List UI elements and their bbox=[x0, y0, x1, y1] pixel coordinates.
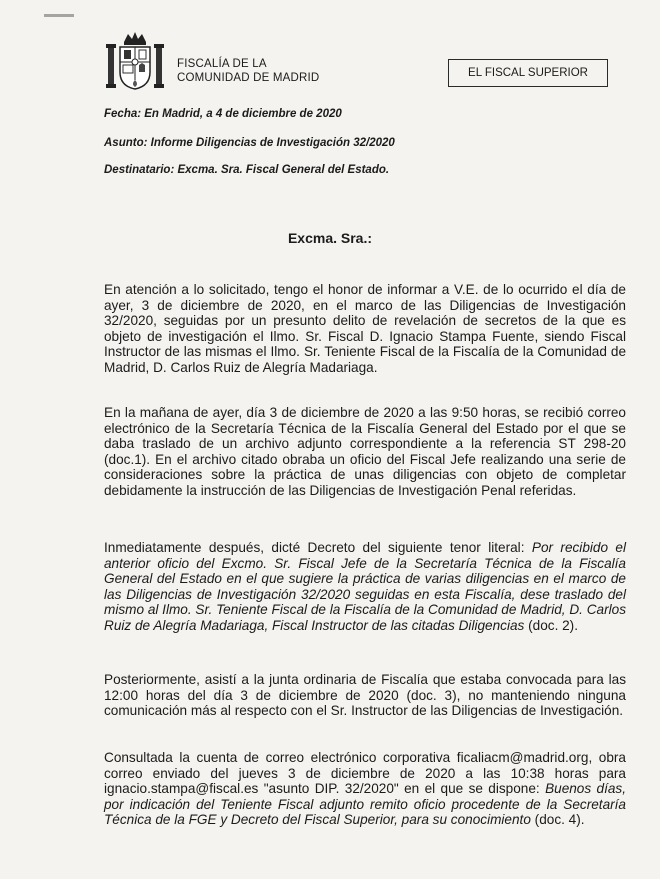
issuing-office bbox=[177, 57, 319, 85]
paragraph-3-tail: (doc. 2). bbox=[524, 617, 578, 633]
salutation: Excma. Sra.: bbox=[287, 230, 373, 246]
scan-mark bbox=[44, 14, 74, 17]
paragraph-2: En la mañana de ayer, día 3 de diciembre de 2020 a las 9:50 horas, se recibió correo electrónico de la Secretaría Técnica de la Fiscalía General del Estado por el que se daba traslado de un archivo adjunto correspondiente a la referencia ST 298-20 (doc.1). En el archivo citado obraba un oficio del Fiscal Jefe realizando una serie de consideraciones sobre la práctica de unas diligencias con objeto de completar debidamente la instrucción de las Diligencias de Investigación Penal referidas. bbox=[104, 405, 626, 498]
paragraph-3 bbox=[104, 540, 626, 634]
recipient-line: Destinatario: Excma. Sra. Fiscal General del Estado. bbox=[104, 164, 390, 176]
paragraph-5-tail: (doc. 4). bbox=[530, 812, 585, 828]
date-line: Fecha: En Madrid, a 4 de diciembre de 2020 bbox=[104, 108, 342, 120]
paragraph-4: Posteriormente, asistí a la junta ordinaria de Fiscalía que estaba convocada para las 12:00 horas del día 3 de diciembre de 2020 (doc. 3), no manteniendo ninguna comunicación más al respecto con el Sr. Instructor de las Diligencias de Investigación. bbox=[104, 672, 626, 719]
paragraph-3-lead: Inmediatamente después, dicté Decreto del siguiente tenor literal: bbox=[104, 540, 532, 555]
paragraph-5 bbox=[104, 750, 626, 828]
paragraph-5-lead: Consultada la cuenta de correo electrónico corporativa ficaliacm@madrid.org, obra correo enviado del jueves 3 de diciembre de 2020 a las 10:38 horas para ignacio.stampa@fiscal.es "asunto DIP. 32/2020" en el que se dispone: bbox=[104, 750, 626, 797]
org-line-1: FISCALÍA DE LA bbox=[177, 58, 267, 70]
subject-line: Asunto: Informe Diligencias de Investigación 32/2020 bbox=[104, 137, 395, 149]
spain-coat-of-arms-icon bbox=[104, 30, 166, 92]
paragraph-1: En atención a lo solicitado, tengo el honor de informar a V.E. de lo ocurrido el día de ayer, 3 de diciembre de 2020, en el marco de las Diligencias de Investigación 32/2020, seguidas por un presunto delito de revelación de secretos de la que es objeto de investigación el Ilmo. Sr. Fiscal D. Ignacio Stampa Fuente, siendo Fiscal Instructor de las mismas el Ilmo. Sr. Teniente Fiscal de la Fiscalía de la Comunidad de Madrid, D. Carlos Ruiz de Alegría Madariaga. bbox=[104, 282, 626, 375]
paragraph-3-decree-quote: Por recibido el anterior oficio del Excmo. Sr. Fiscal Jefe de la Secretaría Técnica de la Fiscalía General del Estado en el que sugiere la práctica de varias diligencias en el marco de las Diligencias de Investigación 32/2020 seguidas en esta Fiscalía, dese traslado del mismo al Ilmo. Sr. Teniente Fiscal de la Fiscalía de la Comunidad de Madrid, D. Carlos Ruiz de Alegría Madariaga, Fiscal Instructor de las citadas Diligencias bbox=[104, 540, 626, 633]
fiscal-superior-stamp: EL FISCAL SUPERIOR bbox=[448, 59, 608, 87]
org-line-2: COMUNIDAD DE MADRID bbox=[177, 72, 320, 84]
paragraph-5-email-quote: Buenos días, por indicación del Teniente Fiscal adjunto remito oficio procedente de la Secretaría Técnica de la FGE y Decreto del Fiscal Superior, para su conocimiento bbox=[104, 781, 627, 828]
